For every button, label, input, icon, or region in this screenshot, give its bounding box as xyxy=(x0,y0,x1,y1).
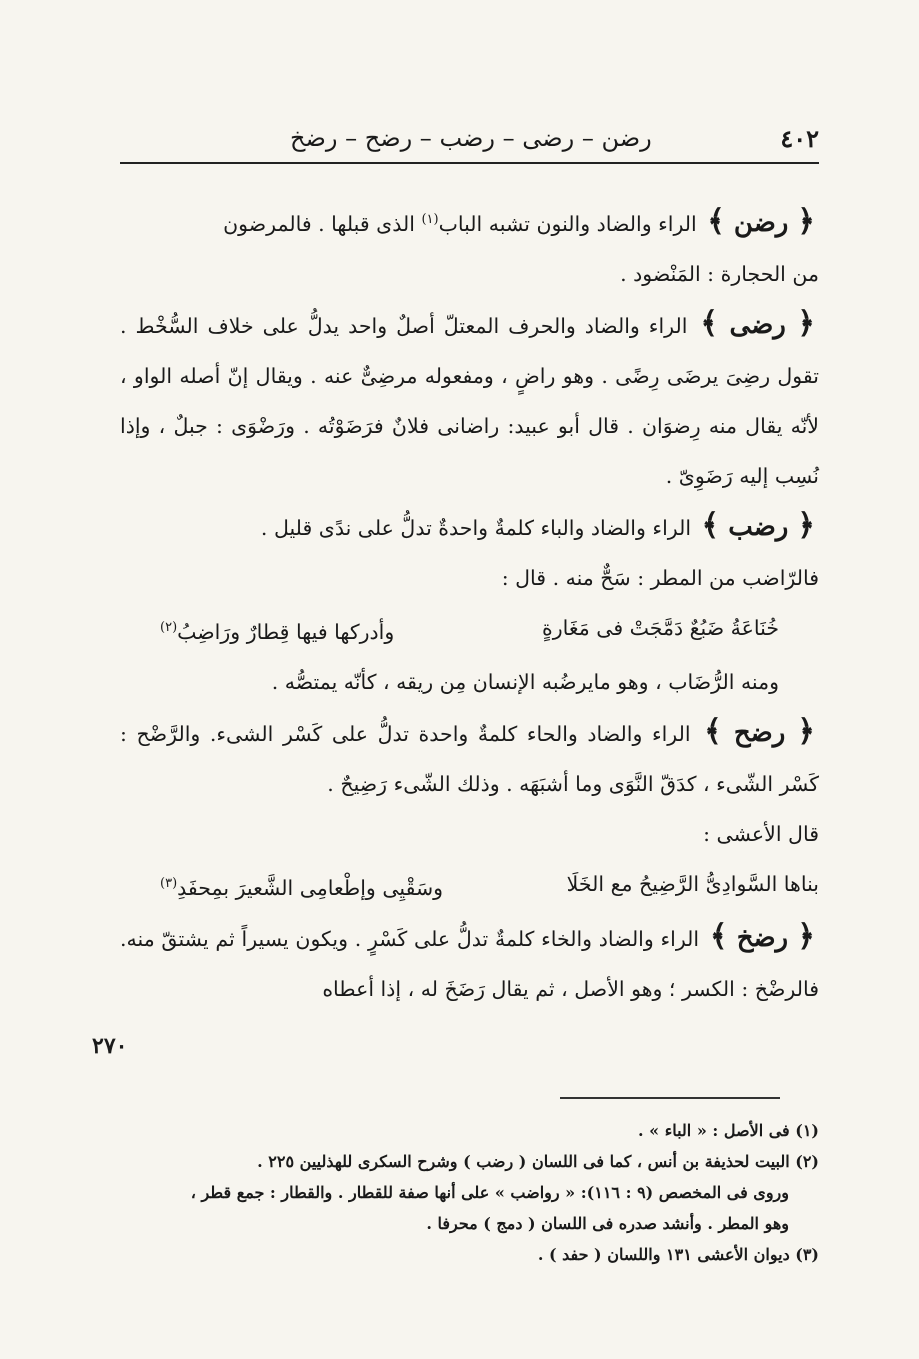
entry-text: ومنه الرُّضَاب ، وهو مايرضُبه الإنسان مِن ريقه ، كأنّه يمتصُّه . xyxy=(271,669,779,694)
verse xyxy=(120,859,819,913)
entry-word-radah: ﴿ رضح ﴾ xyxy=(704,713,815,749)
entry-text: قال الأعشى : xyxy=(703,821,819,846)
verse-hemistich-right: خُنَاعَةُ ضَبُعٌ دَمَّجَتْ فى مَغَارةٍ xyxy=(541,615,779,640)
entry-radah xyxy=(120,707,819,859)
verse-hemistich-left: وسَقْيِى وإطْعامِى الشَّعيرَ بمِحفَدِ$^{(٣)}$ xyxy=(160,875,444,900)
header-rule xyxy=(120,162,819,164)
entry-text: من الحجارة : المَنْضود . xyxy=(620,261,819,286)
entry-text: ورَضْوَى : جبلٌ ، وإذا نُسِب إليه رَضَوِىّ . xyxy=(120,413,819,488)
entry-word-radakh: ﴿ رضخ ﴾ xyxy=(709,919,815,955)
footnote-1: (١) فى الأصل : « الباء » . xyxy=(637,1121,819,1140)
entry-text: الراء والضاد والخاء كلمةٌ تدلُّ على كَسْرٍ . ويكون يسيراً xyxy=(241,927,700,952)
footnotes xyxy=(120,1115,819,1270)
verse xyxy=(120,603,819,657)
entry-text: الراء والضاد والحاء كلمةٌ واحدة تدلُّ على كَسْر الشىء. xyxy=(209,721,691,746)
page-body xyxy=(120,195,819,1014)
entry-text: الراء والضاد والباء كلمةٌ واحدةٌ تدلُّ على ندًى قليل . xyxy=(260,515,692,540)
entry-text: فالرّاضب من المطر : سَحٌّ منه . قال : xyxy=(501,565,819,590)
footnote-ref: (١) xyxy=(421,212,439,227)
entry-radan xyxy=(120,195,819,299)
footnote-2-cont: وهو المطر . وأنشد صدره فى اللسان ( دمج ) محرفا . xyxy=(426,1214,789,1233)
page-header xyxy=(120,118,819,158)
footnote-ref: (٣) xyxy=(160,875,178,891)
footnote-3: (٣) ديوان الأعشى ١٣١ واللسان ( حفد ) . xyxy=(537,1245,819,1264)
entry-radab xyxy=(120,501,819,603)
entry-text: إنّ أصله الواو ، لأنّه يقال منه رِضوَان . قال أبو عبيد: راضانى فلانٌ فرَضَوْتُه . xyxy=(120,363,819,438)
margin-number: ٢٧٠ xyxy=(92,1033,128,1059)
entry-word-radan: ﴿ رضن ﴾ xyxy=(707,203,815,239)
entry-radakh xyxy=(120,912,819,1014)
entry-word-radab: ﴿ رضب ﴾ xyxy=(701,507,815,543)
entry-text: الذى قبلها . فالمرضون xyxy=(223,211,415,236)
entry-word-rada: ﴿ رضى ﴾ xyxy=(700,305,815,341)
entry-rada xyxy=(120,299,819,501)
footnote-rule xyxy=(560,1097,780,1099)
footnote-2: (٢) البيت لحذيفة بن أنس ، كما فى اللسان ( رضب ) وشرح السكرى للهذليين ٢٢٥ . xyxy=(257,1152,819,1171)
verse-hemistich-left: وأدركها فيها قِطارٌ ورَاضِبُ$^{(٢)}$ xyxy=(160,619,395,644)
entry-text: ثم يشتقّ منه. فالرضْخ : الكسر ؛ وهو الأصل ، ثم يقال رَضَخَ له ، إذا أعطاه xyxy=(120,927,819,1002)
verse-hemistich-right: بناها السَّوادِىُّ الرَّضِيحُ مع الخَلَا xyxy=(566,871,819,896)
entry-text: السُّخْط . تقول رضِىَ يرضَى رِضًى . وهو راضٍ ، ومفعوله مرضِىٌّ عنه . ويقال xyxy=(120,313,819,388)
entry-text: والرَّضْح : كَسْر الشّىء ، كدَقّ النَّوَى وما أشبَهَه . وذلك الشّىء رَضِيحٌ . xyxy=(120,721,819,796)
footnote-ref: (٢) xyxy=(160,619,178,635)
running-head: رضن – رضى – رضب – رضح – رضخ xyxy=(290,124,652,152)
entry-text: الراء والضاد والحرف المعتلّ أصلٌ واحد يدلُّ على خلاف xyxy=(207,313,688,338)
page-number: ٤٠٢ xyxy=(780,123,819,153)
entry-text: الراء والضاد والنون تشبه الباب xyxy=(438,211,697,236)
footnote-2-cont: وروى فى المخصص (٩ : ١١٦): « رواضب » على أنها صفة للقطار . والقطار : جمع قطر ، xyxy=(190,1183,789,1202)
